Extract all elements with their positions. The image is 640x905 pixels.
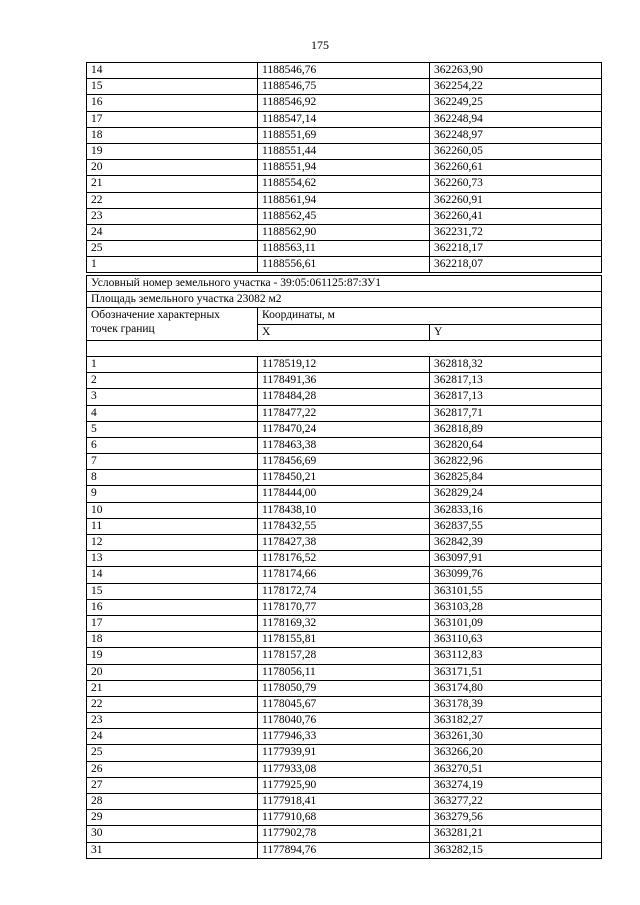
blank-row (87, 340, 602, 356)
point-cell: 23 (87, 713, 258, 729)
point-cell: 13 (87, 551, 258, 567)
y-cell: 362254,22 (430, 79, 602, 95)
x-cell: 1178438,10 (258, 502, 430, 518)
table-row (87, 95, 602, 111)
table-row (87, 794, 602, 810)
parcel-number: Условный номер земельного участка - 39:05:061125:87:ЗУ1 (87, 276, 602, 292)
coordinates-table-parcel (86, 275, 602, 859)
point-cell: 28 (87, 794, 258, 810)
page-number: 175 (311, 38, 329, 52)
point-cell: 20 (87, 664, 258, 680)
x-cell: 1188546,76 (258, 63, 430, 79)
x-cell: 1178157,28 (258, 648, 430, 664)
x-cell: 1188562,90 (258, 224, 430, 240)
table-row (87, 518, 602, 534)
x-cell: 1178463,38 (258, 437, 430, 453)
x-cell: 1177910,68 (258, 810, 430, 826)
y-cell: 363178,39 (430, 696, 602, 712)
y-cell: 363101,09 (430, 615, 602, 631)
point-cell: 10 (87, 502, 258, 518)
table-row (87, 502, 602, 518)
y-cell: 362248,94 (430, 111, 602, 127)
x-cell: 1177902,78 (258, 826, 430, 842)
table-row (87, 696, 602, 712)
x-cell: 1188551,69 (258, 127, 430, 143)
x-cell: 1188563,11 (258, 241, 430, 257)
y-cell: 363097,91 (430, 551, 602, 567)
table-row (87, 551, 602, 567)
y-cell: 363277,22 (430, 794, 602, 810)
y-cell: 362218,07 (430, 257, 602, 273)
point-cell: 24 (87, 729, 258, 745)
point-cell: 1 (87, 257, 258, 273)
y-cell: 362820,64 (430, 437, 602, 453)
parcel-number-row (87, 276, 602, 292)
table-row (87, 79, 602, 95)
table-row (87, 761, 602, 777)
point-cell: 14 (87, 63, 258, 79)
y-cell: 362817,13 (430, 389, 602, 405)
table-row (87, 745, 602, 761)
table-body (87, 63, 602, 273)
y-cell: 362825,84 (430, 470, 602, 486)
point-cell: 29 (87, 810, 258, 826)
header-row-1 (87, 308, 602, 324)
x-cell: 1178477,22 (258, 405, 430, 421)
x-cell: 1188551,44 (258, 143, 430, 159)
x-cell: 1178432,55 (258, 518, 430, 534)
y-cell: 362818,89 (430, 421, 602, 437)
point-cell: 18 (87, 632, 258, 648)
x-cell: 1178491,36 (258, 373, 430, 389)
table-row (87, 826, 602, 842)
x-cell: 1178176,52 (258, 551, 430, 567)
table-row (87, 713, 602, 729)
y-cell: 363282,15 (430, 842, 602, 858)
point-cell: 27 (87, 777, 258, 793)
table-row (87, 664, 602, 680)
x-cell: 1178427,38 (258, 535, 430, 551)
table-row (87, 486, 602, 502)
table-row (87, 257, 602, 273)
point-cell: 4 (87, 405, 258, 421)
y-cell: 362817,13 (430, 373, 602, 389)
x-cell: 1178169,32 (258, 615, 430, 631)
table-row (87, 373, 602, 389)
table-row (87, 63, 602, 79)
x-cell: 1177918,41 (258, 794, 430, 810)
table-row (87, 405, 602, 421)
table-row (87, 389, 602, 405)
y-cell: 362260,73 (430, 176, 602, 192)
point-cell: 12 (87, 535, 258, 551)
table-row (87, 810, 602, 826)
table-row (87, 111, 602, 127)
table-row (87, 680, 602, 696)
point-cell: 25 (87, 241, 258, 257)
y-cell: 362818,32 (430, 356, 602, 372)
x-cell: 1178050,79 (258, 680, 430, 696)
x-cell: 1188562,45 (258, 208, 430, 224)
point-cell: 6 (87, 437, 258, 453)
coords-header: Координаты, м (258, 308, 602, 324)
y-cell: 362842,39 (430, 535, 602, 551)
table-body (87, 276, 602, 859)
y-cell: 363279,56 (430, 810, 602, 826)
point-cell: 15 (87, 79, 258, 95)
y-cell: 362260,91 (430, 192, 602, 208)
point-cell: 9 (87, 486, 258, 502)
y-cell: 362837,55 (430, 518, 602, 534)
table-row (87, 421, 602, 437)
y-cell: 362817,71 (430, 405, 602, 421)
parcel-area: Площадь земельного участка 23082 м2 (87, 292, 602, 308)
y-cell: 363261,30 (430, 729, 602, 745)
y-cell: 363174,80 (430, 680, 602, 696)
x-cell: 1177939,91 (258, 745, 430, 761)
x-cell: 1188547,14 (258, 111, 430, 127)
point-cell: 23 (87, 208, 258, 224)
table-row (87, 208, 602, 224)
point-cell: 11 (87, 518, 258, 534)
x-cell: 1177946,33 (258, 729, 430, 745)
y-cell: 362263,90 (430, 63, 602, 79)
point-cell: 5 (87, 421, 258, 437)
x-cell: 1178155,81 (258, 632, 430, 648)
point-cell: 3 (87, 389, 258, 405)
table-row (87, 842, 602, 858)
x-cell: 1178456,69 (258, 454, 430, 470)
y-cell: 363171,51 (430, 664, 602, 680)
y-cell: 363103,28 (430, 599, 602, 615)
x-cell: 1178450,21 (258, 470, 430, 486)
coordinates-table-continued (86, 62, 602, 273)
y-cell: 363274,19 (430, 777, 602, 793)
y-cell: 362260,41 (430, 208, 602, 224)
y-cell: 363266,20 (430, 745, 602, 761)
x-header: X (258, 324, 430, 340)
y-cell: 362249,25 (430, 95, 602, 111)
point-cell: 2 (87, 373, 258, 389)
x-cell: 1178484,28 (258, 389, 430, 405)
y-cell: 362231,72 (430, 224, 602, 240)
x-cell: 1188546,75 (258, 79, 430, 95)
point-cell: 8 (87, 470, 258, 486)
point-label-line2: точек границ (91, 323, 155, 336)
point-cell: 25 (87, 745, 258, 761)
y-cell: 362260,05 (430, 143, 602, 159)
parcel-area-row (87, 292, 602, 308)
point-cell: 1 (87, 356, 258, 372)
point-cell: 17 (87, 615, 258, 631)
table-row (87, 160, 602, 176)
y-cell: 363281,21 (430, 826, 602, 842)
table-row (87, 437, 602, 453)
y-cell: 363101,55 (430, 583, 602, 599)
table-row (87, 729, 602, 745)
x-cell: 1188556,61 (258, 257, 430, 273)
x-cell: 1177933,08 (258, 761, 430, 777)
point-cell: 17 (87, 111, 258, 127)
y-cell: 363110,63 (430, 632, 602, 648)
point-cell: 30 (87, 826, 258, 842)
table-row (87, 143, 602, 159)
table-row (87, 176, 602, 192)
point-cell: 31 (87, 842, 258, 858)
y-cell: 362260,61 (430, 160, 602, 176)
table-row (87, 241, 602, 257)
y-header: Y (430, 324, 602, 340)
table-row (87, 192, 602, 208)
point-cell: 22 (87, 192, 258, 208)
y-cell: 362822,96 (430, 454, 602, 470)
table-row (87, 535, 602, 551)
point-cell: 19 (87, 648, 258, 664)
point-label-header (87, 308, 258, 340)
y-cell: 363270,51 (430, 761, 602, 777)
x-cell: 1177925,90 (258, 777, 430, 793)
table-row (87, 615, 602, 631)
blank-cell (87, 340, 602, 356)
y-cell: 362833,16 (430, 502, 602, 518)
point-cell: 26 (87, 761, 258, 777)
point-cell: 24 (87, 224, 258, 240)
point-cell: 16 (87, 95, 258, 111)
point-cell: 15 (87, 583, 258, 599)
y-cell: 362829,24 (430, 486, 602, 502)
table-row (87, 470, 602, 486)
y-cell: 362248,97 (430, 127, 602, 143)
x-cell: 1178174,66 (258, 567, 430, 583)
table-row (87, 224, 602, 240)
table-row (87, 356, 602, 372)
point-cell: 19 (87, 143, 258, 159)
y-cell: 363182,27 (430, 713, 602, 729)
point-cell: 22 (87, 696, 258, 712)
x-cell: 1178172,74 (258, 583, 430, 599)
x-cell: 1178444,00 (258, 486, 430, 502)
y-cell: 363112,83 (430, 648, 602, 664)
point-cell: 16 (87, 599, 258, 615)
table-row (87, 583, 602, 599)
y-cell: 362218,17 (430, 241, 602, 257)
table-row (87, 567, 602, 583)
table-row (87, 777, 602, 793)
y-cell: 363099,76 (430, 567, 602, 583)
table-row (87, 632, 602, 648)
table-row (87, 648, 602, 664)
x-cell: 1177894,76 (258, 842, 430, 858)
point-cell: 21 (87, 680, 258, 696)
x-cell: 1178470,24 (258, 421, 430, 437)
point-label-line1: Обозначение характерных (91, 309, 220, 322)
table-row (87, 454, 602, 470)
x-cell: 1178056,11 (258, 664, 430, 680)
x-cell: 1188554,62 (258, 176, 430, 192)
table-row (87, 599, 602, 615)
point-cell: 20 (87, 160, 258, 176)
point-cell: 18 (87, 127, 258, 143)
x-cell: 1188551,94 (258, 160, 430, 176)
point-cell: 21 (87, 176, 258, 192)
point-cell: 14 (87, 567, 258, 583)
x-cell: 1178170,77 (258, 599, 430, 615)
x-cell: 1178045,67 (258, 696, 430, 712)
table-row (87, 127, 602, 143)
x-cell: 1178040,76 (258, 713, 430, 729)
point-cell: 7 (87, 454, 258, 470)
x-cell: 1188561,94 (258, 192, 430, 208)
x-cell: 1178519,12 (258, 356, 430, 372)
x-cell: 1188546,92 (258, 95, 430, 111)
